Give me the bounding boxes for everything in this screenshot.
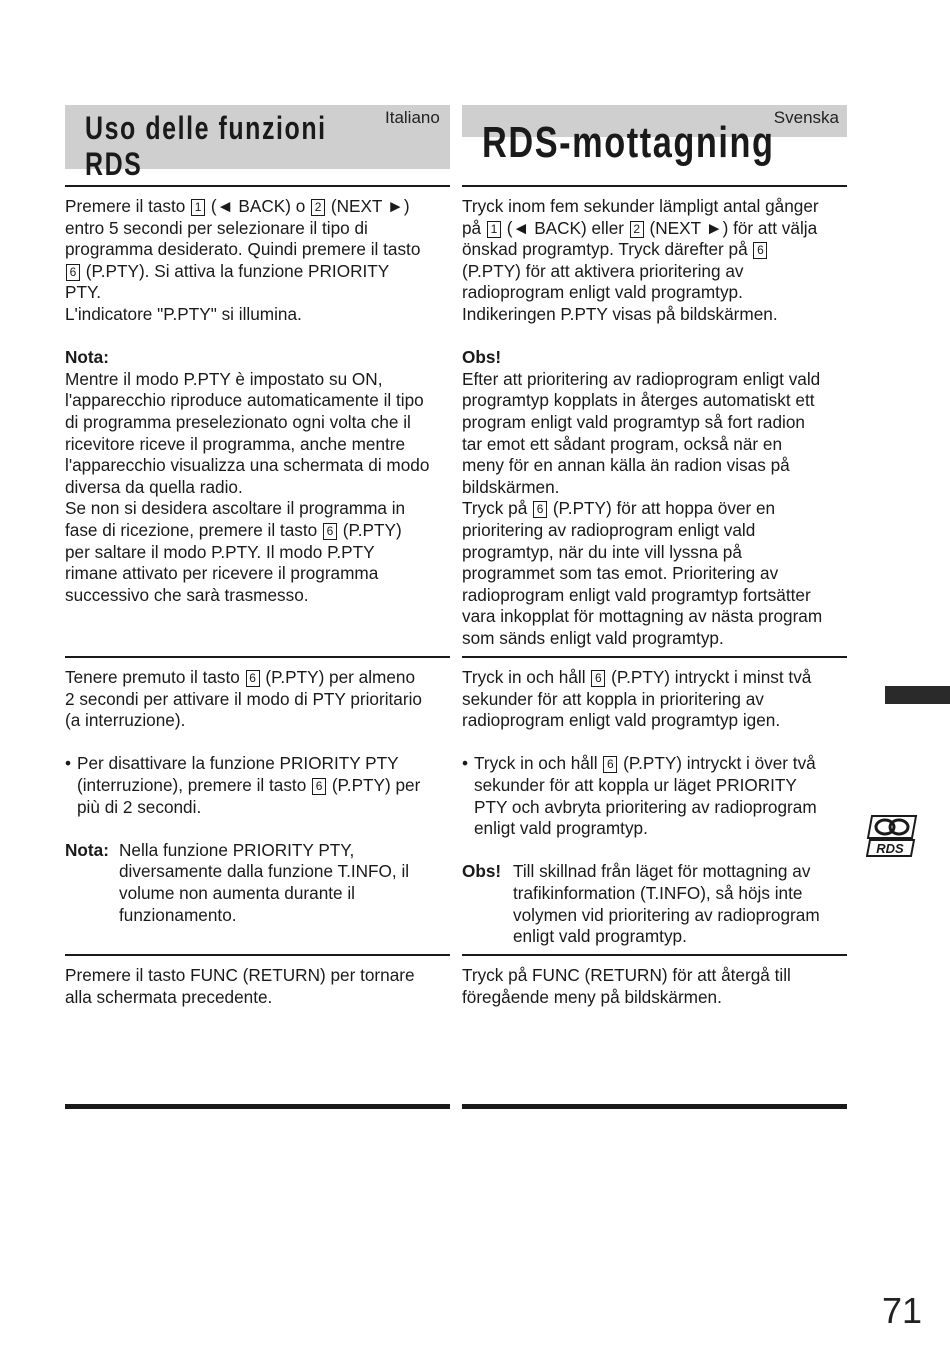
key-2-icon: 2 xyxy=(311,199,325,216)
italian-bullet-item: • Per disattivare la funzione PRIORITY PTY (interruzione), premere il tasto 6 (P.PTY) per più di 2 secondi. xyxy=(65,753,421,817)
bullet-icon: • xyxy=(462,753,469,774)
key-2-icon: 2 xyxy=(630,221,644,238)
key-1-icon: 1 xyxy=(487,221,501,238)
swedish-rule-top xyxy=(462,185,847,187)
swedish-language-label: Svenska xyxy=(773,108,839,127)
key-6-icon: 6 xyxy=(533,501,547,518)
italian-title xyxy=(85,110,327,182)
italian-rule-bottom xyxy=(65,1104,450,1109)
italian-language-label: Italiano xyxy=(385,108,440,127)
rds-logo-text: RDS xyxy=(876,841,904,856)
swedish-rule-bottom xyxy=(462,1104,847,1109)
key-6-icon: 6 xyxy=(323,523,337,540)
bullet-icon: • xyxy=(65,753,72,774)
swedish-obs-label: Obs! xyxy=(462,347,502,368)
section-tab-marker xyxy=(885,686,950,704)
swedish-obs-2: Obs! Till skillnad från läget för mottagning av trafikinformation (T.INFO), så höjs inte volymen vid prioritering av radioprogram enligt vald programtyp. xyxy=(462,861,820,947)
swedish-rule-lower xyxy=(462,954,847,956)
italian-nota-label: Nota: xyxy=(65,347,109,368)
italian-title-line1: Uso delle funzioni xyxy=(85,110,327,146)
swedish-bullet-item: • Tryck in och håll 6 (P.PTY) intryckt i över två sekunder för att koppla ur läget PRIORITY PTY och avbryta prioritering av radioprogram enligt vald programtyp. xyxy=(462,753,817,839)
key-6-icon: 6 xyxy=(591,670,605,687)
italian-nota-2: Nota: Nella funzione PRIORITY PTY, diversamente dalla funzione T.INFO, il volume non aumenta durante il funzionamento. xyxy=(65,839,410,925)
key-6-icon: 6 xyxy=(603,756,617,773)
page-number: 71 xyxy=(882,1290,923,1331)
swedish-rule-mid xyxy=(462,656,847,658)
key-6-icon: 6 xyxy=(312,778,326,795)
italian-rule-mid xyxy=(65,656,450,658)
key-1-icon: 1 xyxy=(191,199,205,216)
swedish-title: RDS-mottagning xyxy=(482,118,775,167)
italian-section-3: Premere il tasto FUNC (RETURN) per tornare alla schermata precedente. xyxy=(65,965,415,1007)
key-6-icon: 6 xyxy=(66,264,80,281)
swedish-section-3: Tryck på FUNC (RETURN) för att återgå till föregående meny på bildskärmen. xyxy=(462,965,791,1007)
italian-section-2: Tenere premuto il tasto 6 (P.PTY) per almeno 2 secondi per attivare il modo di PTY prioritario (a interruzione). • Per disattivare la funzione PRIORITY PTY (interruzione), premere il tasto 6 (P.PTY) per più di 2 secondi. Nota: Nella funzione PRIORITY PTY, diversamente dalla funzione T.INFO, il volume non aumenta durante il funzionamento. xyxy=(65,667,450,926)
italian-rule-lower xyxy=(65,954,450,956)
italian-rule-top xyxy=(65,185,450,187)
italian-title-line2: RDS xyxy=(85,146,143,182)
key-6-icon: 6 xyxy=(753,242,767,259)
key-6-icon: 6 xyxy=(246,670,260,687)
swedish-section-2: Tryck in och håll 6 (P.PTY) intryckt i minst två sekunder för att koppla in prioritering av radioprogram enligt vald programtyp igen. • Tryck in och håll 6 (P.PTY) intryckt i över två sekunder för att koppla ur läget PRIORITY PTY och avbryta prioritering av radioprogram enligt vald programtyp. Obs! Till skillnad från läget för mottagning av trafikinformation (T.INFO), så höjs inte volymen vid prioritering av radioprogram enligt vald programtyp. xyxy=(462,667,847,948)
swedish-section-1: Tryck inom fem sekunder lämpligt antal gånger på 1 (◄ BACK) eller 2 (NEXT ►) för att välja önskad programtyp. Tryck därefter på 6 (P.PTY) för att aktivera prioritering av radioprogram enligt vald programtyp. Indikeringen P.PTY visas på bildskärmen. Obs! Efter att prioritering av radioprogram enligt vald programtyp kopplats in återges automatiskt ett program enligt vald programtyp så fort radion tar emot ett sådant program, också när en meny för en annan källa än radion visas på bildskärmen. Tryck på 6 (P.PTY) för att hoppa över en prioritering av radioprogram enligt vald programtyp, när du inte vill lyssna på programmet som tas emot. Prioritering av radioprogram enligt vald programtyp fortsätter vara inkopplat för mottagning av nästa program som sänds enligt vald programtyp. xyxy=(462,196,823,648)
rds-logo-icon xyxy=(866,812,918,858)
italian-section-1: Premere il tasto 1 (◄ BACK) o 2 (NEXT ►) entro 5 secondi per selezionare il tipo di programma desiderato. Quindi premere il tasto 6 (P.PTY). Si attiva la funzione PRIORITY PTY. L'indicatore "P.PTY" si illumina. Nota: Mentre il modo P.PTY è impostato su ON, l'apparecchio riproduce automaticamente il tipo di programma preselezionato ogni volta che il ricevitore riceve il programma, anche mentre l'apparecchio visualizza una schermata di modo diversa da quella radio. Se non si desidera ascoltare il programma in fase di ricezione, premere il tasto 6 (P.PTY) per saltare il modo P.PTY. Il modo P.PTY rimane attivato per ricevere il programma successivo che sarà trasmesso. xyxy=(65,196,430,605)
